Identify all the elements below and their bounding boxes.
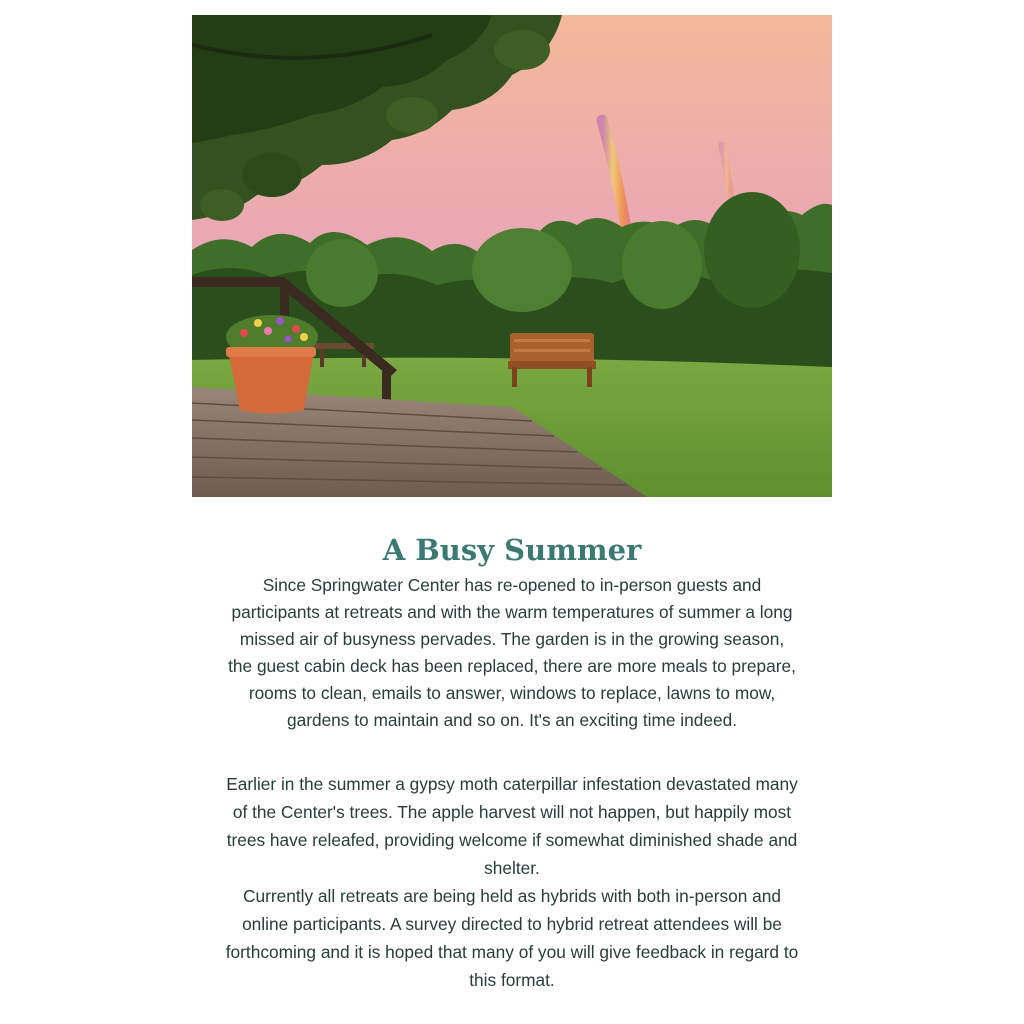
article-paragraph-2: Earlier in the summer a gypsy moth caterpillar infestation devastated many of the Center's trees. The apple harvest will not happen, but happily most trees have releafed, providing welcome if somewhat diminished shade and shelter. <box>226 774 798 878</box>
article-paragraph-3: Currently all retreats are being held as hybrids with both in-person and online participants. A survey directed to hybrid retreat attendees will be forthcoming and it is hoped that many of you will give feedback in regard to this format. <box>225 886 799 990</box>
flower-pot <box>226 315 318 414</box>
article-title: A Busy Summer <box>382 533 642 567</box>
article-paragraph-1: Since Springwater Center has re-opened to in-person guests and participants at retreats and with the warm temperatures of summer a long missed air of busyness pervades. The garden is in the growing season, the guest cabin deck has been replaced, there are more meals to prepare, rooms to clean, emails to answer, windows to replace, lawns to mow, gardens to maintain and so on. It's an exciting time indeed. <box>228 575 796 730</box>
hero-photo-illustration <box>192 15 832 497</box>
hero-photo <box>192 15 832 497</box>
